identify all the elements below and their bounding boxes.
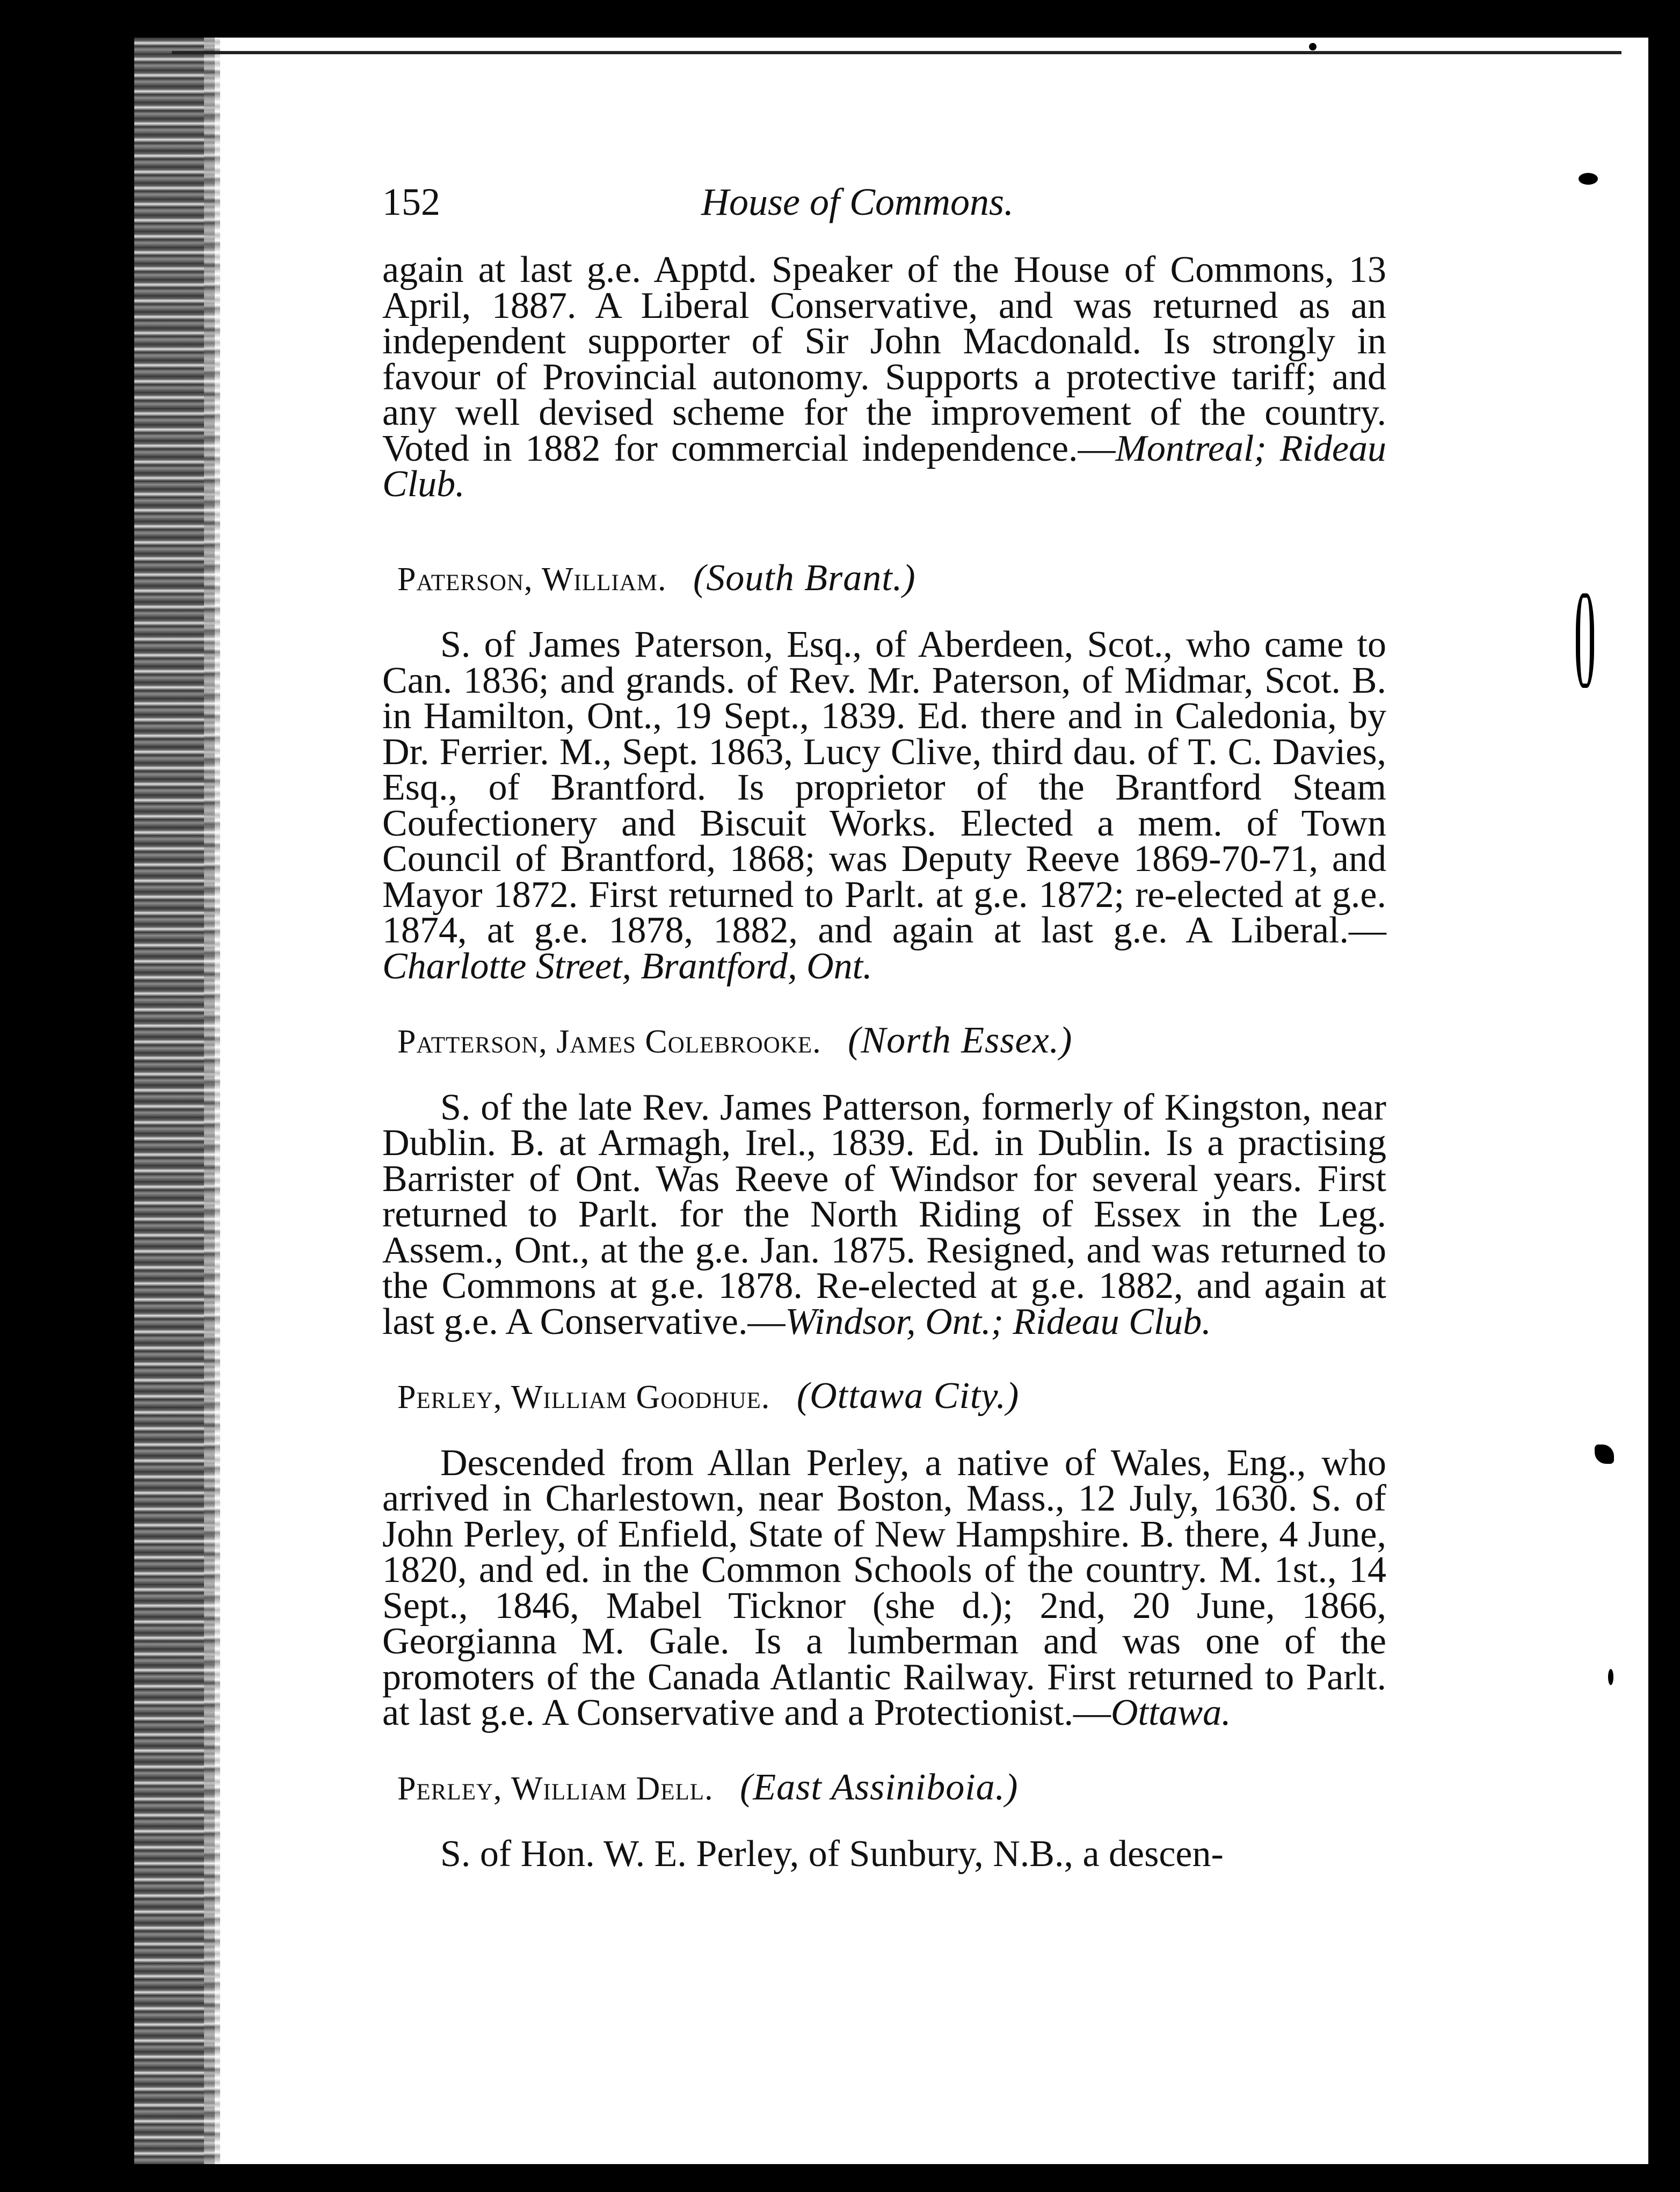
entry-biography: S. of the late Rev. James Patterson, formerly of Kingston, near Dublin. B. at Armagh, Irel., 1839. Ed. in Dublin. Is a practising Barrister of Ont. Was Reeve of Windsor for several years. First returned to Parlt. for the North Riding of Essex in the Leg. Assem., Ont., at the g.e. Jan. 1875. Resigned, and was returned to the Commons at g.e. 1878. Re-elected at g.e. 1882, and again at last g.e. A Conservative.—Windsor, Ont.; Rideau Club.	[382, 1086, 1386, 1342]
entry-given-names: William.	[542, 561, 667, 598]
entry-heading	[397, 1766, 1386, 1808]
scan-speck	[1309, 43, 1317, 50]
entry-biography: Descended from Allan Perley, a native of Wales, Eng., who arrived in Charlestown, near Boston, Mass., 12 July, 1630. S. of John Perley, of Enfield, State of New Hampshire. B. there, 4 June, 1820, and ed. in the Common Schools of the country. M. 1st., 14 Sept., 1846, Mabel Ticknor (she d.); 2nd, 20 June, 1866, Georgianna M. Gale. Is a lumberman and was one of the promoters of the Canada Atlantic Railway. First returned to Parlt. at last g.e. A Conservative and a Protectionist.—Ottawa.	[382, 1442, 1386, 1733]
entry-heading	[397, 1375, 1386, 1417]
entry-constituency: (Ottawa City.)	[796, 1375, 1020, 1417]
entry-biography: S. of James Paterson, Esq., of Aberdeen, Scot., who came to Can. 1836; and grands. of Rev. Mr. Paterson, of Midmar, Scot. B. in Hamilton, Ont., 19 Sept., 1839. Ed. there and in Caledonia, by Dr. Ferrier. M., Sept. 1863, Lucy Clive, third dau. of T. C. Davies, Esq., of Brantford. Is proprietor of the Brantford Steam Coufectionery and Biscuit Works. Elected a mem. of Town Council of Brantford, 1868; was Deputy Reeve 1869-70-71, and Mayor 1872. First returned to Parlt. at g.e. 1872; re-elected at g.e. 1874, at g.e. 1878, 1882, and again at last g.e. A Liberal.—Charlotte Street, Brantford, Ont.	[382, 624, 1386, 987]
continued-paragraph: again at last g.e. Apptd. Speaker of the House of Commons, 13 April, 1887. A Liberal Conservative, and was returned as an independent supporter of Sir John Macdonald. Is strongly in favour of Provincial autonomy. Supports a protective tariff; and any well devised scheme for the improvement of the country. Voted in 1882 for commercial independence.—Montreal; Rideau Club.	[382, 249, 1386, 505]
entry-address: Ottawa.	[1110, 1692, 1231, 1733]
entry-address: Windsor, Ont.; Rideau Club.	[785, 1301, 1211, 1342]
entry-given-names: James Colebrooke.	[556, 1024, 821, 1060]
scan-artifact-mark	[1576, 593, 1594, 688]
book-binding-edge	[134, 38, 215, 2164]
entry-surname: Perley,	[397, 1379, 503, 1416]
running-title: House of Commons.	[701, 180, 1014, 223]
running-header	[382, 180, 1333, 239]
entry-given-names: William Goodhue.	[511, 1379, 770, 1416]
entry-heading	[397, 1020, 1386, 1061]
scan-speck	[1608, 1669, 1613, 1685]
page-body	[382, 249, 1386, 1911]
entry-biography: S. of Hon. W. E. Perley, of Sunbury, N.B., a descen-	[440, 1833, 1224, 1875]
entry-surname: Paterson,	[397, 561, 533, 598]
entry-constituency: (East Assiniboia.)	[740, 1766, 1019, 1808]
page-number: 152	[382, 180, 440, 223]
entry-address: Charlotte Street, Brantford, Ont.	[382, 945, 872, 987]
entry-constituency: (South Brant.)	[693, 557, 916, 599]
book-gutter-shadow	[204, 38, 220, 2164]
scan-speck	[1579, 173, 1598, 185]
entry-address: Montreal; Rideau Club.	[382, 427, 1386, 505]
entry-surname: Perley,	[397, 1770, 503, 1807]
entry-constituency: (North Essex.)	[848, 1020, 1073, 1061]
entry-surname: Patterson,	[397, 1024, 548, 1060]
entry-heading	[397, 557, 1386, 599]
top-page-edge	[172, 51, 1621, 54]
entry-given-names: William Dell.	[511, 1770, 714, 1807]
